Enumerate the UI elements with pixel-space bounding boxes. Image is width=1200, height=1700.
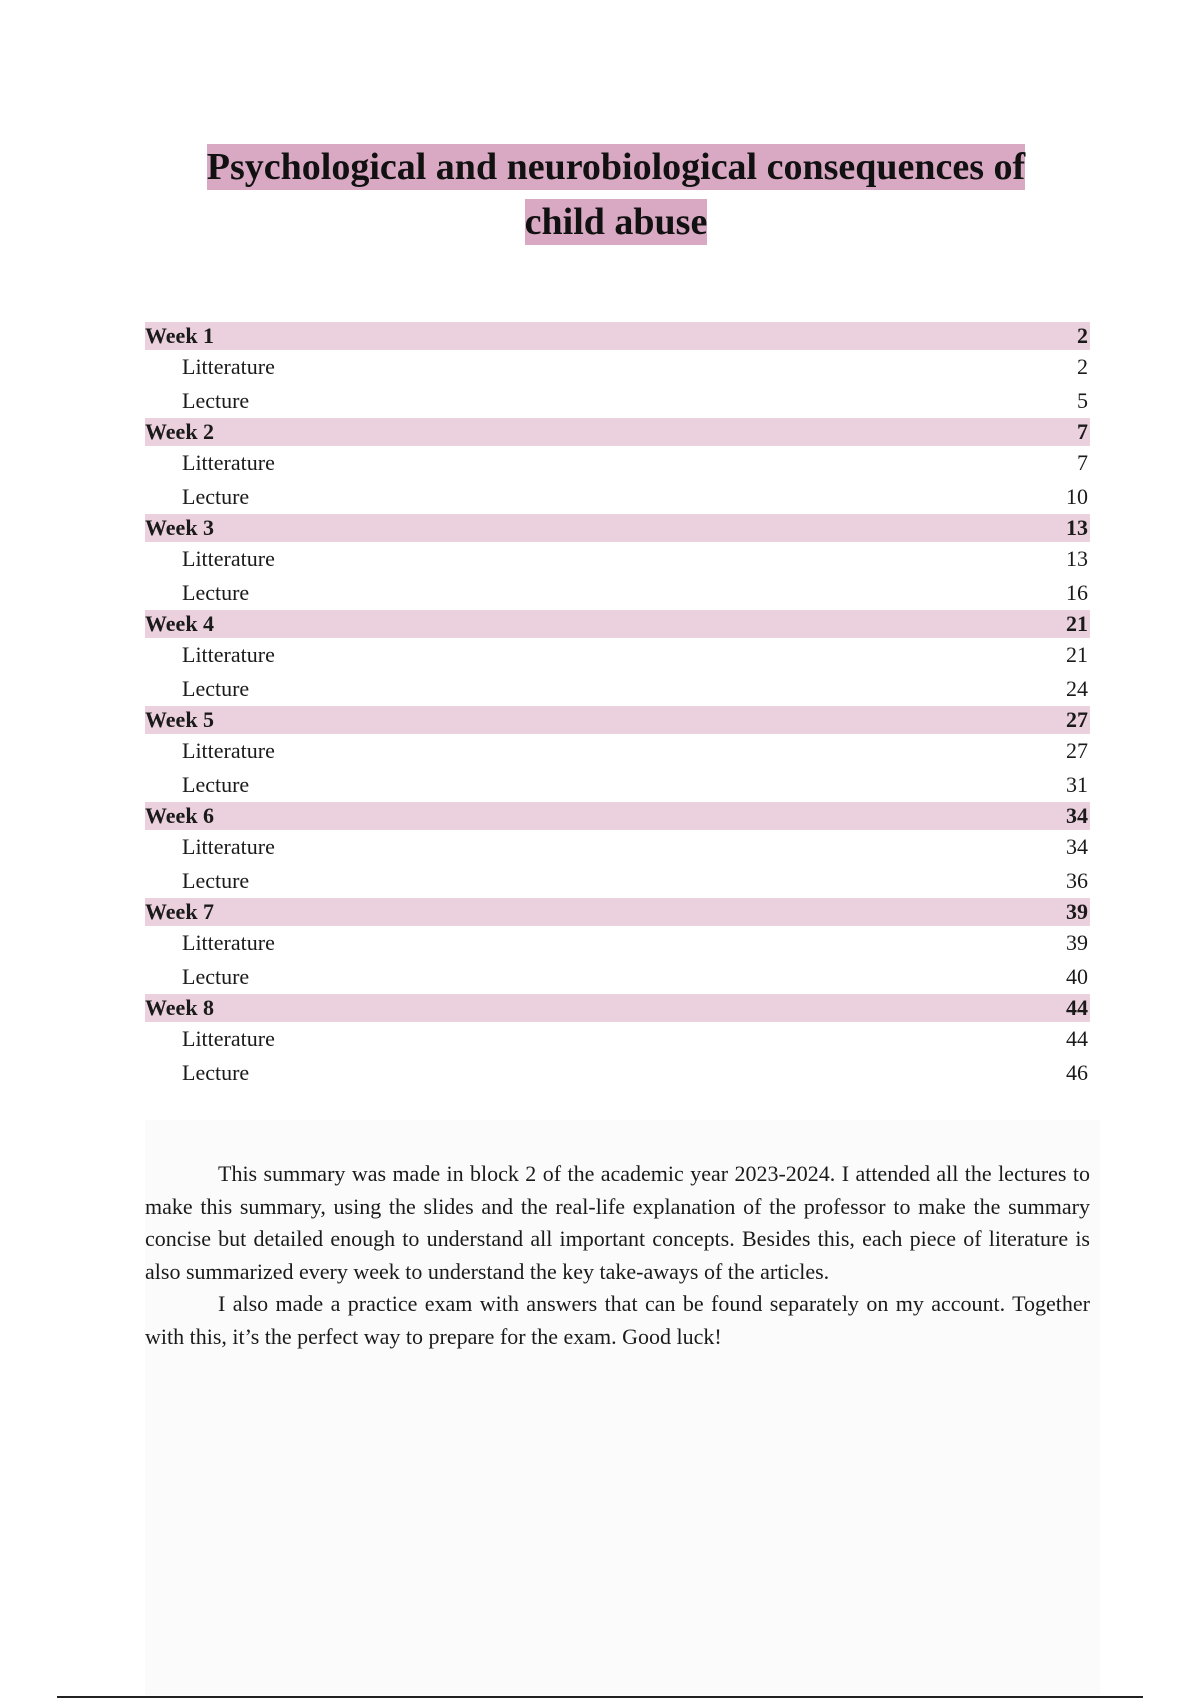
document-title — [0, 140, 1200, 250]
title-line-1: Psychological and neurobiological consequences of — [206, 146, 1026, 188]
toc-entry-row[interactable] — [145, 446, 1090, 480]
toc-entry-label: Litterature — [182, 642, 275, 667]
toc-entry-label: Lecture — [182, 868, 250, 893]
toc-entry-row[interactable] — [145, 734, 1090, 768]
toc-week-row[interactable] — [145, 514, 1090, 542]
toc-entry-page-number: 39 — [1066, 930, 1088, 955]
table-of-contents — [145, 322, 1090, 1090]
toc-entry-label: Lecture — [182, 484, 250, 509]
toc-week-page-number: 2 — [1077, 323, 1088, 348]
toc-entry-page-number: 36 — [1066, 868, 1088, 893]
toc-week-page-number: 27 — [1066, 707, 1088, 732]
toc-entry-label: Litterature — [182, 450, 275, 475]
toc-entry-row[interactable] — [145, 960, 1090, 994]
toc-entry-row[interactable] — [145, 672, 1090, 706]
toc-week-row[interactable] — [145, 610, 1090, 638]
toc-entry-label: Litterature — [182, 1026, 275, 1051]
toc-entry-page-number: 40 — [1066, 964, 1088, 989]
toc-week-row[interactable] — [145, 322, 1090, 350]
toc-entry-page-number: 34 — [1066, 834, 1088, 859]
toc-week-page-number: 34 — [1066, 803, 1088, 828]
bottom-rule — [57, 1696, 1143, 1698]
intro-paragraph-2: I also made a practice exam with answers that can be found separately on my account. Together with this, it’s the perfect way to prepare for the exam. Good luck! — [145, 1291, 1090, 1349]
toc-entry-page-number: 44 — [1066, 1026, 1088, 1051]
toc-entry-row[interactable] — [145, 638, 1090, 672]
toc-week-label: Week 8 — [145, 995, 215, 1020]
intro-paragraph-1: This summary was made in block 2 of the academic year 2023-2024. I attended all the lectures to make this summary, using the slides and the real-life explanation of the professor to make the summary concise but detailed enough to understand all important concepts. Besides this, each piece of literature is also summarized every week to understand the key take-aways of the articles. — [145, 1161, 1090, 1284]
toc-entry-page-number: 16 — [1066, 580, 1088, 605]
toc-week-label: Week 1 — [145, 323, 215, 348]
toc-week-page-number: 7 — [1077, 419, 1088, 444]
toc-entry-label: Lecture — [182, 772, 250, 797]
toc-week-page-number: 39 — [1066, 899, 1088, 924]
toc-entry-row[interactable] — [145, 926, 1090, 960]
intro-text — [145, 1158, 1090, 1353]
toc-entry-label: Lecture — [182, 388, 250, 413]
toc-entry-row[interactable] — [145, 1056, 1090, 1090]
toc-entry-label: Litterature — [182, 354, 275, 379]
toc-entry-page-number: 10 — [1066, 484, 1088, 509]
toc-entry-label: Lecture — [182, 964, 250, 989]
toc-week-page-number: 13 — [1066, 515, 1088, 540]
toc-entry-page-number: 2 — [1077, 354, 1088, 379]
toc-entry-label: Litterature — [182, 834, 275, 859]
toc-week-row[interactable] — [145, 418, 1090, 446]
toc-entry-row[interactable] — [145, 350, 1090, 384]
toc-entry-label: Lecture — [182, 676, 250, 701]
toc-week-page-number: 44 — [1066, 995, 1088, 1020]
toc-entry-row[interactable] — [145, 384, 1090, 418]
toc-week-label: Week 4 — [145, 611, 215, 636]
toc-week-label: Week 5 — [145, 707, 215, 732]
toc-entry-row[interactable] — [145, 1022, 1090, 1056]
toc-entry-row[interactable] — [145, 864, 1090, 898]
toc-entry-label: Litterature — [182, 546, 275, 571]
toc-entry-page-number: 13 — [1066, 546, 1088, 571]
toc-week-row[interactable] — [145, 994, 1090, 1022]
toc-week-row[interactable] — [145, 898, 1090, 926]
toc-entry-page-number: 27 — [1066, 738, 1088, 763]
toc-entry-row[interactable] — [145, 576, 1090, 610]
toc-week-page-number: 21 — [1066, 611, 1088, 636]
toc-week-label: Week 2 — [145, 419, 215, 444]
toc-entry-page-number: 31 — [1066, 772, 1088, 797]
toc-entry-label: Litterature — [182, 738, 275, 763]
toc-entry-row[interactable] — [145, 480, 1090, 514]
toc-entry-label: Lecture — [182, 1060, 250, 1085]
toc-entry-label: Lecture — [182, 580, 250, 605]
toc-entry-row[interactable] — [145, 830, 1090, 864]
toc-entry-page-number: 5 — [1077, 388, 1088, 413]
toc-entry-page-number: 7 — [1077, 450, 1088, 475]
toc-entry-row[interactable] — [145, 542, 1090, 576]
title-line-2: child abuse — [524, 201, 708, 243]
toc-week-label: Week 6 — [145, 803, 215, 828]
toc-entry-page-number: 24 — [1066, 676, 1088, 701]
toc-entry-page-number: 21 — [1066, 642, 1088, 667]
toc-entry-label: Litterature — [182, 930, 275, 955]
toc-week-label: Week 3 — [145, 515, 215, 540]
toc-week-row[interactable] — [145, 802, 1090, 830]
toc-week-label: Week 7 — [145, 899, 215, 924]
toc-week-row[interactable] — [145, 706, 1090, 734]
toc-entry-row[interactable] — [145, 768, 1090, 802]
toc-entry-page-number: 46 — [1066, 1060, 1088, 1085]
